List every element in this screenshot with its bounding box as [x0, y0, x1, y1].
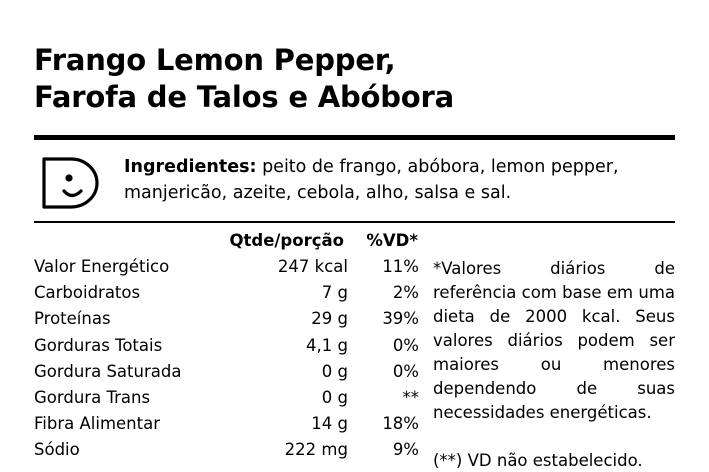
- table-row: [34, 437, 419, 463]
- row-name: Gordura Trans: [34, 387, 151, 407]
- row-name: Fibra Alimentar: [34, 413, 160, 433]
- row-amount: 29 g: [311, 309, 348, 329]
- row-amount: 0 g: [321, 387, 348, 407]
- row-daily-value: 9%: [392, 440, 419, 460]
- nutrition-table-wrapper: [34, 230, 419, 469]
- row-name: Gordura Saturada: [34, 361, 182, 381]
- title-line-1: Frango Lemon Pepper,: [34, 43, 396, 77]
- row-daily-value: 39%: [382, 309, 419, 329]
- table-row: [34, 306, 419, 332]
- not-established-note: (**) VD não estabelecido.: [433, 450, 643, 470]
- table-row: [34, 333, 419, 359]
- row-daily-value: **: [402, 387, 419, 407]
- row-amount: 247 kcal: [277, 257, 348, 277]
- page-title: [34, 0, 675, 116]
- row-daily-value: 11%: [382, 257, 419, 277]
- title-line-2: Farofa de Talos e Abóbora: [34, 80, 454, 115]
- row-name: Proteínas: [34, 309, 111, 329]
- row-name: Sódio: [34, 440, 80, 460]
- row-amount: 222 mg: [284, 440, 348, 460]
- ingredients-text: [124, 152, 675, 207]
- ingredients-list: peito de frango, abóbora, lemon pepper, manjericão, azeite, cebola, alho, salsa e sal.: [124, 157, 619, 204]
- table-row: [34, 359, 419, 385]
- ingredients-section: [34, 140, 675, 221]
- table-header-row: [34, 230, 419, 254]
- row-amount: 14 g: [311, 413, 348, 433]
- row-daily-value: 0%: [392, 361, 419, 381]
- nutrition-table: [34, 230, 419, 463]
- table-row: [34, 411, 419, 437]
- row-name: Gorduras Totais: [34, 335, 163, 355]
- ingredients-label: Ingredientes:: [124, 157, 257, 178]
- smiley-face-icon: [38, 155, 106, 211]
- row-amount: 7 g: [321, 283, 348, 303]
- table-row: [34, 280, 419, 306]
- row-name: Carboidratos: [34, 283, 141, 303]
- header-nutrient: [34, 230, 204, 254]
- row-name: Valor Energético: [34, 257, 170, 277]
- row-daily-value: 18%: [382, 413, 419, 433]
- table-row: [34, 254, 419, 280]
- row-daily-value: 0%: [392, 335, 419, 355]
- row-amount: 4,1 g: [306, 335, 348, 355]
- row-amount: 0 g: [321, 361, 348, 381]
- notes-section: [419, 230, 675, 469]
- header-daily-value: %VD*: [366, 231, 418, 251]
- header-amount: Qtde/porção: [229, 231, 344, 251]
- daily-values-note: *Valores diários de referência com base em uma dieta de 2000 kcal. Seus valores diários podem ser maiores ou menores dependendo de suas necessidades energéticas.: [433, 259, 675, 422]
- row-daily-value: 2%: [392, 283, 419, 303]
- nutrition-section: [34, 223, 675, 469]
- table-row: [34, 385, 419, 411]
